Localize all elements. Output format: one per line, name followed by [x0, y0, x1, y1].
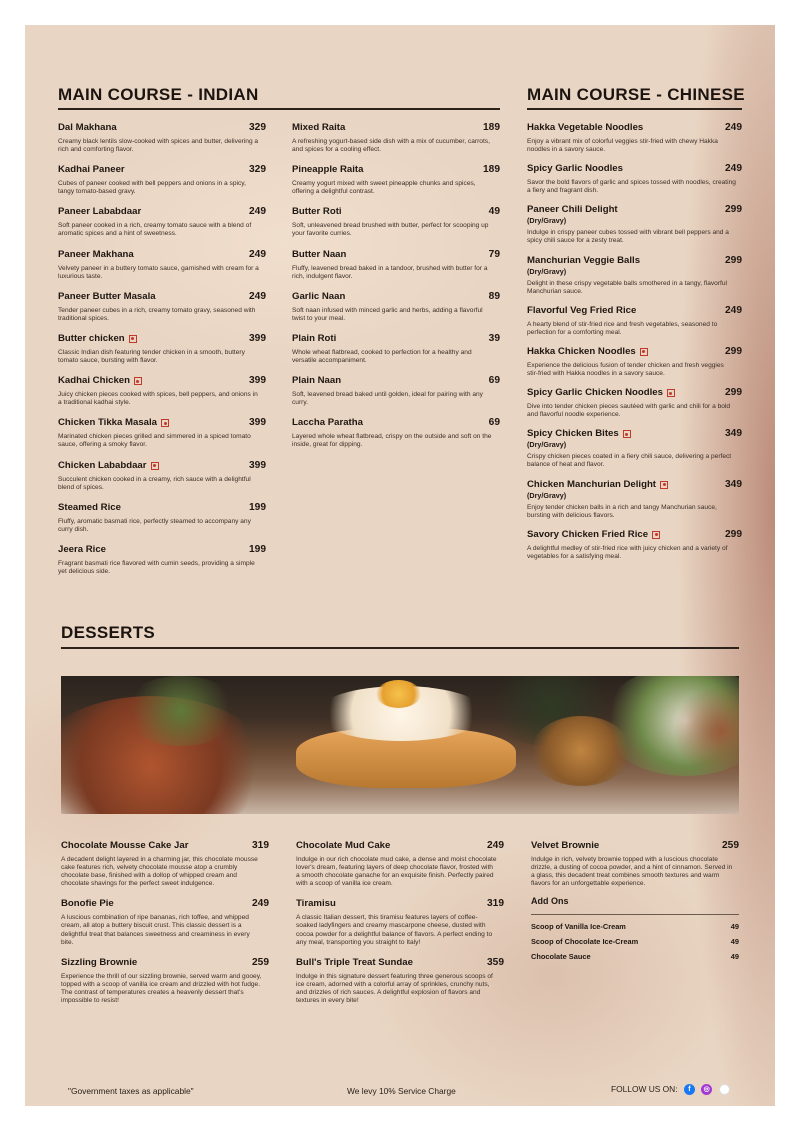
menu-item-name-text: Spicy Garlic Noodles [527, 163, 623, 175]
menu-item-price: 249 [487, 840, 504, 851]
indian-column-2 [292, 122, 500, 460]
chinese-column [527, 122, 742, 570]
follow-us [611, 1084, 730, 1095]
addon-price: 49 [730, 952, 739, 962]
addon-name: Chocolate Sauce [531, 952, 591, 962]
menu-item [527, 163, 742, 195]
menu-item-header [527, 305, 742, 317]
menu-item-header [527, 479, 742, 491]
menu-item-description: Creamy yogurt mixed with sweet pineapple chunks and spices, offering a delightful contrast. [292, 180, 476, 196]
menu-item-name [527, 346, 648, 358]
addon-price: 49 [730, 937, 739, 947]
follow-us-label: FOLLOW US ON: [611, 1084, 678, 1094]
taxes-note: "Government taxes as applicable" [68, 1086, 194, 1096]
menu-item [531, 840, 739, 888]
menu-item-header [58, 206, 266, 218]
menu-item-description: Indulge in crispy paneer cubes tossed with vibrant bell peppers and a spicy chili sauce for a zesty treat. [527, 229, 729, 245]
menu-item-price: 249 [725, 122, 742, 133]
menu-item-description: Marinated chicken pieces grilled and simmered in a spiced tomato sauce, offering a smoky flavor. [58, 433, 251, 449]
menu-item-header [58, 333, 266, 345]
menu-item-header [292, 333, 500, 345]
menu-item-header [58, 544, 266, 556]
menu-item-name-text: Chicken Lababdaar [58, 459, 147, 471]
menu-item [292, 417, 500, 449]
menu-item-price: 299 [725, 345, 742, 357]
menu-item [292, 122, 500, 154]
menu-item-price: 39 [488, 332, 500, 344]
menu-item-price: 399 [249, 332, 266, 344]
menu-item-price: 189 [483, 122, 500, 133]
menu-item-name [531, 840, 599, 852]
menu-item-price: 69 [488, 375, 500, 387]
menu-item-header [292, 417, 500, 429]
menu-item [292, 249, 500, 281]
menu-item-name [58, 206, 141, 218]
menu-item-name [292, 333, 336, 345]
menu-item-name [292, 375, 341, 387]
menu-item-price: 299 [725, 387, 742, 399]
whatsapp-icon[interactable] [719, 1084, 730, 1095]
menu-item-header [58, 460, 266, 472]
menu-item-name [292, 249, 346, 261]
menu-item-header [527, 255, 742, 267]
menu-page [25, 25, 775, 1106]
menu-item-name [292, 122, 345, 134]
menu-item-name-text: Dal Makhana [58, 122, 117, 133]
menu-item-header [58, 417, 266, 429]
menu-item-price: 349 [725, 478, 742, 490]
menu-item-description: Soft naan infused with minced garlic and herbs, adding a flavorful twist to your meal. [292, 306, 483, 322]
menu-item-description: Layered whole wheat flatbread, crispy on the outside and soft on the inside, great for dipping. [292, 433, 492, 449]
menu-item-description: Classic Indian dish featuring tender chicken in a smooth, buttery tomato sauce, bursting with flavor. [58, 348, 245, 365]
instagram-icon[interactable]: ◎ [701, 1084, 712, 1095]
menu-item [292, 333, 500, 365]
menu-item-description: Delight in these crispy vegetable balls smothered in a tangy, flavorful Manchurian sauce. [527, 279, 727, 295]
menu-item [527, 428, 742, 469]
menu-item-name-text: Kadhai Chicken [58, 375, 130, 387]
addon-item [531, 919, 739, 934]
menu-item-name-text: Paneer Chili Delight [527, 204, 618, 216]
menu-item-header [296, 957, 504, 969]
menu-item-variant: (Dry/Gravy) [527, 266, 567, 276]
menu-item-description: Creamy black lentils slow-cooked with spices and butter, delivering a rich and comforting flavor. [58, 138, 259, 154]
menu-item-price: 79 [488, 248, 500, 260]
menu-item-name [58, 333, 137, 345]
menu-item-description: Experience the thrill of our sizzling brownie, served warm and gooey, topped with a scoop of vanilla ice cream and drizzled with hot fudge. The contrast of temperatures creates a heavenly dessert that's impossible to resist! [61, 972, 262, 1005]
menu-item-name-text: Pineapple Raita [292, 164, 364, 176]
menu-item-header [292, 291, 500, 303]
menu-item-header [61, 898, 269, 910]
menu-item [527, 204, 742, 245]
menu-item-name [61, 840, 188, 852]
menu-item [58, 544, 266, 576]
menu-item-name-text: Savory Chicken Fried Rice [527, 528, 649, 540]
menu-item-header [58, 375, 266, 387]
addon-name: Scoop of Chocolate Ice-Cream [531, 937, 639, 947]
menu-item [58, 333, 266, 365]
menu-item-header [292, 122, 500, 134]
menu-item-description: Soft paneer cooked in a rich, creamy tomato sauce with a blend of aromatic spices and a hint of sweetness. [58, 222, 252, 238]
addons-title: Add Ons [531, 896, 569, 907]
menu-item-header [61, 957, 269, 969]
menu-item-header [58, 502, 266, 514]
menu-item-name-text: Mixed Raita [292, 122, 346, 133]
menu-item-name [292, 417, 363, 429]
menu-item [58, 417, 266, 449]
menu-item-header [527, 428, 742, 440]
non-veg-icon [660, 481, 668, 489]
menu-item-header [527, 163, 742, 175]
menu-item-name-text: Spicy Chicken Bites [527, 428, 619, 440]
menu-item-price: 259 [252, 956, 269, 968]
menu-item-name-text: Hakka Vegetable Noodles [527, 122, 644, 133]
menu-item-name-text: Laccha Paratha [292, 417, 363, 429]
menu-item-description: Whole wheat flatbread, cooked to perfection for a healthy and versatile accompaniment. [292, 348, 472, 365]
dessert-column-2 [296, 840, 504, 1015]
menu-item-name-text: Bonofie Pie [61, 898, 114, 910]
indian-column-1 [58, 122, 266, 586]
menu-item [527, 255, 742, 296]
menu-item-description: A delightful medley of stir-fried rice with juicy chicken and a variety of vegetables for a satisfying meal. [527, 544, 728, 560]
addons-rule [531, 914, 739, 915]
chinese-section-title: MAIN COURSE - CHINESE [527, 85, 745, 104]
menu-item-description: Crispy chicken pieces coated in a fiery chili sauce, delivering a perfect balance of heat and flavor. [527, 453, 732, 469]
menu-item-description: A luscious combination of ripe bananas, rich toffee, and whipped cream, all atop a buttery biscuit crust. This classic dessert is a delightful treat that balances sweetness and creaminess in every bite. [61, 914, 250, 946]
addons-list [531, 919, 739, 964]
menu-item-name [527, 122, 643, 134]
menu-item-header [531, 840, 739, 852]
menu-item [527, 122, 742, 154]
menu-item [61, 957, 269, 1005]
chinese-title-rule [527, 108, 742, 110]
menu-item-price: 319 [487, 898, 504, 910]
menu-item [292, 375, 500, 407]
menu-item-header [527, 122, 742, 134]
menu-item [527, 529, 742, 561]
menu-item-price: 329 [249, 164, 266, 176]
menu-item [61, 898, 269, 946]
menu-item-name [527, 387, 675, 399]
desserts-section-title: DESSERTS [61, 623, 156, 642]
menu-item-description: Velvety paneer in a buttery tomato sauce, garnished with cream for a luxurious taste. [58, 264, 259, 280]
menu-item-description: Fragrant basmati rice flavored with cumin seeds, providing a simple yet delicious side. [58, 559, 255, 575]
menu-item-name [58, 375, 142, 387]
menu-item-price: 249 [252, 898, 269, 910]
non-veg-icon [151, 462, 159, 470]
menu-item [58, 249, 266, 281]
menu-item-description: Fluffy, leavened bread baked in a tandoor, brushed with butter for a rich, indulgent flavor. [292, 264, 488, 280]
menu-item-price: 249 [249, 290, 266, 302]
menu-item-header [58, 249, 266, 261]
dessert-photo [61, 676, 739, 814]
menu-item-name-text: Velvet Brownie [531, 840, 600, 851]
menu-item-name [61, 957, 137, 969]
menu-item-header [61, 840, 269, 852]
menu-item-description: Juicy chicken pieces cooked with spices, bell peppers, and onions in a traditional kadhai style. [58, 391, 258, 407]
menu-item-price: 199 [249, 501, 266, 513]
menu-item-description: Tender paneer cubes in a rich, creamy tomato gravy, seasoned with traditional spices. [58, 306, 256, 322]
indian-title-rule [58, 108, 500, 110]
menu-item-name [58, 417, 169, 429]
menu-item-name [58, 460, 159, 472]
menu-item [58, 375, 266, 407]
dessert-column-1 [61, 840, 269, 1015]
menu-item-price: 69 [488, 417, 500, 429]
menu-item-price: 259 [722, 840, 739, 851]
menu-item-name [292, 164, 363, 176]
menu-item-name-text: Paneer Lababdaar [58, 206, 142, 218]
addon-name: Scoop of Vanilla Ice-Cream [531, 922, 626, 932]
menu-item-name [527, 479, 668, 491]
menu-item-header [292, 206, 500, 218]
menu-item-header [292, 375, 500, 387]
menu-item-price: 399 [249, 459, 266, 471]
menu-item-name-text: Butter Naan [292, 248, 347, 260]
menu-item [61, 840, 269, 888]
menu-item-header [292, 164, 500, 176]
menu-item-name-text: Garlic Naan [292, 290, 346, 302]
menu-item-name-text: Spicy Garlic Chicken Noodles [527, 387, 663, 399]
menu-item-price: 349 [725, 428, 742, 440]
menu-item-name [527, 305, 636, 317]
menu-item-name-text: Butter Roti [292, 206, 342, 218]
menu-item-name-text: Jeera Rice [58, 543, 107, 555]
menu-item [58, 164, 266, 196]
menu-item [292, 291, 500, 323]
non-veg-icon [134, 377, 142, 385]
menu-item-name-text: Plain Naan [292, 375, 342, 387]
menu-item [292, 206, 500, 238]
non-veg-icon [640, 348, 648, 356]
menu-item-header [527, 387, 742, 399]
menu-item [58, 502, 266, 534]
menu-item-description: Enjoy tender chicken balls in a rich and tangy Manchurian sauce, bursting with delicious flavors. [527, 503, 717, 519]
menu-item-price: 249 [249, 206, 266, 218]
menu-item-header [296, 898, 504, 910]
menu-item-price: 249 [249, 248, 266, 260]
menu-item-price: 329 [249, 122, 266, 133]
menu-item-header [296, 840, 504, 852]
non-veg-icon [623, 430, 631, 438]
menu-item-name [527, 163, 623, 175]
menu-item-name [58, 122, 117, 134]
menu-item-variant: (Dry/Gravy) [527, 490, 567, 500]
menu-item-description: Indulge in our rich chocolate mud cake, a dense and moist chocolate lover's dream, featuring layers of deep chocolate flavor, frosted with a smooth chocolate ganache for an exquisite finish. Perfectly paired with a scoop of vanilla ice cream. [296, 856, 497, 888]
menu-item-name [292, 291, 345, 303]
menu-item-price: 249 [725, 163, 742, 175]
menu-item-name [58, 544, 106, 556]
menu-item-description: Cubes of paneer cooked with bell peppers and onions in a spicy, tangy tomato-based gravy. [58, 180, 246, 196]
menu-item-name [296, 840, 390, 852]
menu-item-name-text: Sizzling Brownie [61, 956, 138, 968]
menu-item-name-text: Hakka Chicken Noodles [527, 345, 636, 357]
menu-item-price: 399 [249, 417, 266, 429]
menu-item-description: A classic Italian dessert, this tiramisu features layers of coffee-soaked ladyfingers and creamy mascarpone cheese, dusted with cocoa powder for a delightful balance of flavors. A perfect ending to any meal, transporting you straight to Italy! [296, 914, 493, 946]
non-veg-icon [652, 531, 660, 539]
menu-item-variant: (Dry/Gravy) [527, 440, 567, 450]
menu-item-price: 359 [487, 956, 504, 968]
menu-item-name-text: Chocolate Mud Cake [296, 840, 391, 851]
menu-item-description: A decadent delight layered in a charming jar, this chocolate mousse cake features rich, velvety chocolate mousse atop a crumbly chocolate base, finished with a dollop of whipped cream and chocolate shavings for the perfect sweet indulgence. [61, 856, 258, 888]
menu-item-name-text: Paneer Makhana [58, 248, 134, 260]
menu-item-name [58, 249, 134, 261]
facebook-icon[interactable]: f [684, 1084, 695, 1095]
menu-item-price: 299 [725, 254, 742, 266]
menu-item-name-text: Chocolate Mousse Cake Jar [61, 840, 189, 851]
menu-item-name [527, 204, 618, 216]
menu-item [296, 957, 504, 1005]
addon-item [531, 949, 739, 964]
menu-item-name [58, 164, 125, 176]
menu-item [296, 898, 504, 946]
desserts-title-rule [61, 647, 739, 649]
menu-item-price: 319 [252, 840, 269, 851]
menu-item-name-text: Tiramisu [296, 898, 336, 910]
menu-item-header [58, 122, 266, 134]
menu-item-name [292, 206, 342, 218]
menu-item-description: Dive into tender chicken pieces sautéed with garlic and chili for a bold and flavorful noodle experience. [527, 403, 731, 419]
menu-item-header [292, 249, 500, 261]
menu-item-description: Indulge in this signature dessert featuring three generous scoops of ice cream, adorned with a colorful array of sprinkles, crunchy nuts, and drizzles of rich sauces. A delightful explosion of flavors and textures in every bite! [296, 972, 493, 1005]
menu-item-description: A refreshing yogurt-based side dish with a mix of cucumber, carrots, and spices for a cooling effect. [292, 138, 490, 154]
menu-item-price: 49 [488, 206, 500, 218]
menu-item-price: 199 [249, 543, 266, 555]
menu-item-price: 299 [725, 204, 742, 216]
menu-item-price: 249 [725, 304, 742, 316]
menu-item-price: 189 [483, 164, 500, 176]
menu-item-description: Indulge in rich, velvety brownie topped with a luscious chocolate drizzle, a dusting of cocoa powder, and a hint of cinnamon. Served in a glass, this decadent treat combines smooth textures and warm flavors for an unforgettable experience. [531, 856, 733, 888]
menu-item-description: Experience the delicious fusion of tender chicken and fresh veggies stir-fried with Hakka noodles in a savory sauce. [527, 361, 724, 378]
menu-item-name [527, 255, 640, 267]
dessert-column-3 [531, 840, 739, 964]
menu-item [527, 346, 742, 378]
menu-item-price: 89 [488, 290, 500, 302]
menu-item-price: 299 [725, 528, 742, 540]
menu-item-name [527, 529, 660, 541]
menu-item-description: Enjoy a vibrant mix of colorful veggies stir-fried with chewy Hakka noodles in a savory sauce. [527, 138, 718, 154]
menu-item-header [527, 346, 742, 358]
menu-item-header [527, 529, 742, 541]
menu-item [527, 387, 742, 419]
menu-item-header [527, 204, 742, 216]
menu-item [296, 840, 504, 888]
menu-item [58, 460, 266, 492]
addon-price: 49 [730, 922, 739, 932]
menu-item-header [58, 164, 266, 176]
menu-item-name-text: Plain Roti [292, 332, 337, 344]
menu-item-description: Succulent chicken cooked in a creamy, rich sauce with a delightful blend of spices. [58, 475, 251, 491]
menu-item-name [296, 898, 336, 910]
menu-item [527, 305, 742, 337]
menu-item-name-text: Kadhai Paneer [58, 164, 125, 176]
menu-item [527, 479, 742, 520]
menu-item-name-text: Butter chicken [58, 332, 125, 344]
non-veg-icon [161, 419, 169, 427]
menu-item-price: 399 [249, 375, 266, 387]
menu-item-name [58, 502, 121, 514]
menu-item-description: Soft, unleavened bread brushed with butter, perfect for scooping up your favorite curries. [292, 222, 489, 238]
indian-section-title: MAIN COURSE - INDIAN [58, 85, 259, 104]
menu-item [58, 206, 266, 238]
menu-item-variant: (Dry/Gravy) [527, 216, 567, 226]
service-charge-note: We levy 10% Service Charge [347, 1086, 456, 1096]
menu-item [58, 122, 266, 154]
menu-item-name-text: Manchurian Veggie Balls [527, 254, 641, 266]
menu-item-name-text: Chicken Manchurian Delight [527, 478, 657, 490]
menu-item [292, 164, 500, 196]
menu-item-description: Soft, leavened bread baked until golden, ideal for pairing with any curry. [292, 391, 483, 407]
menu-item [58, 291, 266, 323]
non-veg-icon [667, 389, 675, 397]
addon-item [531, 934, 739, 949]
menu-item-name [527, 428, 631, 440]
menu-item-name-text: Flavorful Veg Fried Rice [527, 304, 637, 316]
menu-item-description: Fluffy, aromatic basmati rice, perfectly steamed to accompany any curry dish. [58, 517, 251, 533]
menu-item-name [61, 898, 114, 910]
menu-item-name [58, 291, 156, 303]
menu-item-description: A hearty blend of stir-fried rice and fresh vegetables, seasoned to perfection for a comforting meal. [527, 320, 718, 336]
menu-item-description: Savor the bold flavors of garlic and spices tossed with noodles, creating a fiery and fragrant dish. [527, 179, 736, 195]
menu-item-name-text: Steamed Rice [58, 501, 121, 513]
menu-item-name-text: Chicken Tikka Masala [58, 417, 158, 429]
non-veg-icon [129, 335, 137, 343]
menu-item-name-text: Paneer Butter Masala [58, 290, 156, 302]
menu-item-name [296, 957, 413, 969]
menu-item-header [58, 291, 266, 303]
menu-item-name-text: Bull's Triple Treat Sundae [296, 956, 413, 968]
